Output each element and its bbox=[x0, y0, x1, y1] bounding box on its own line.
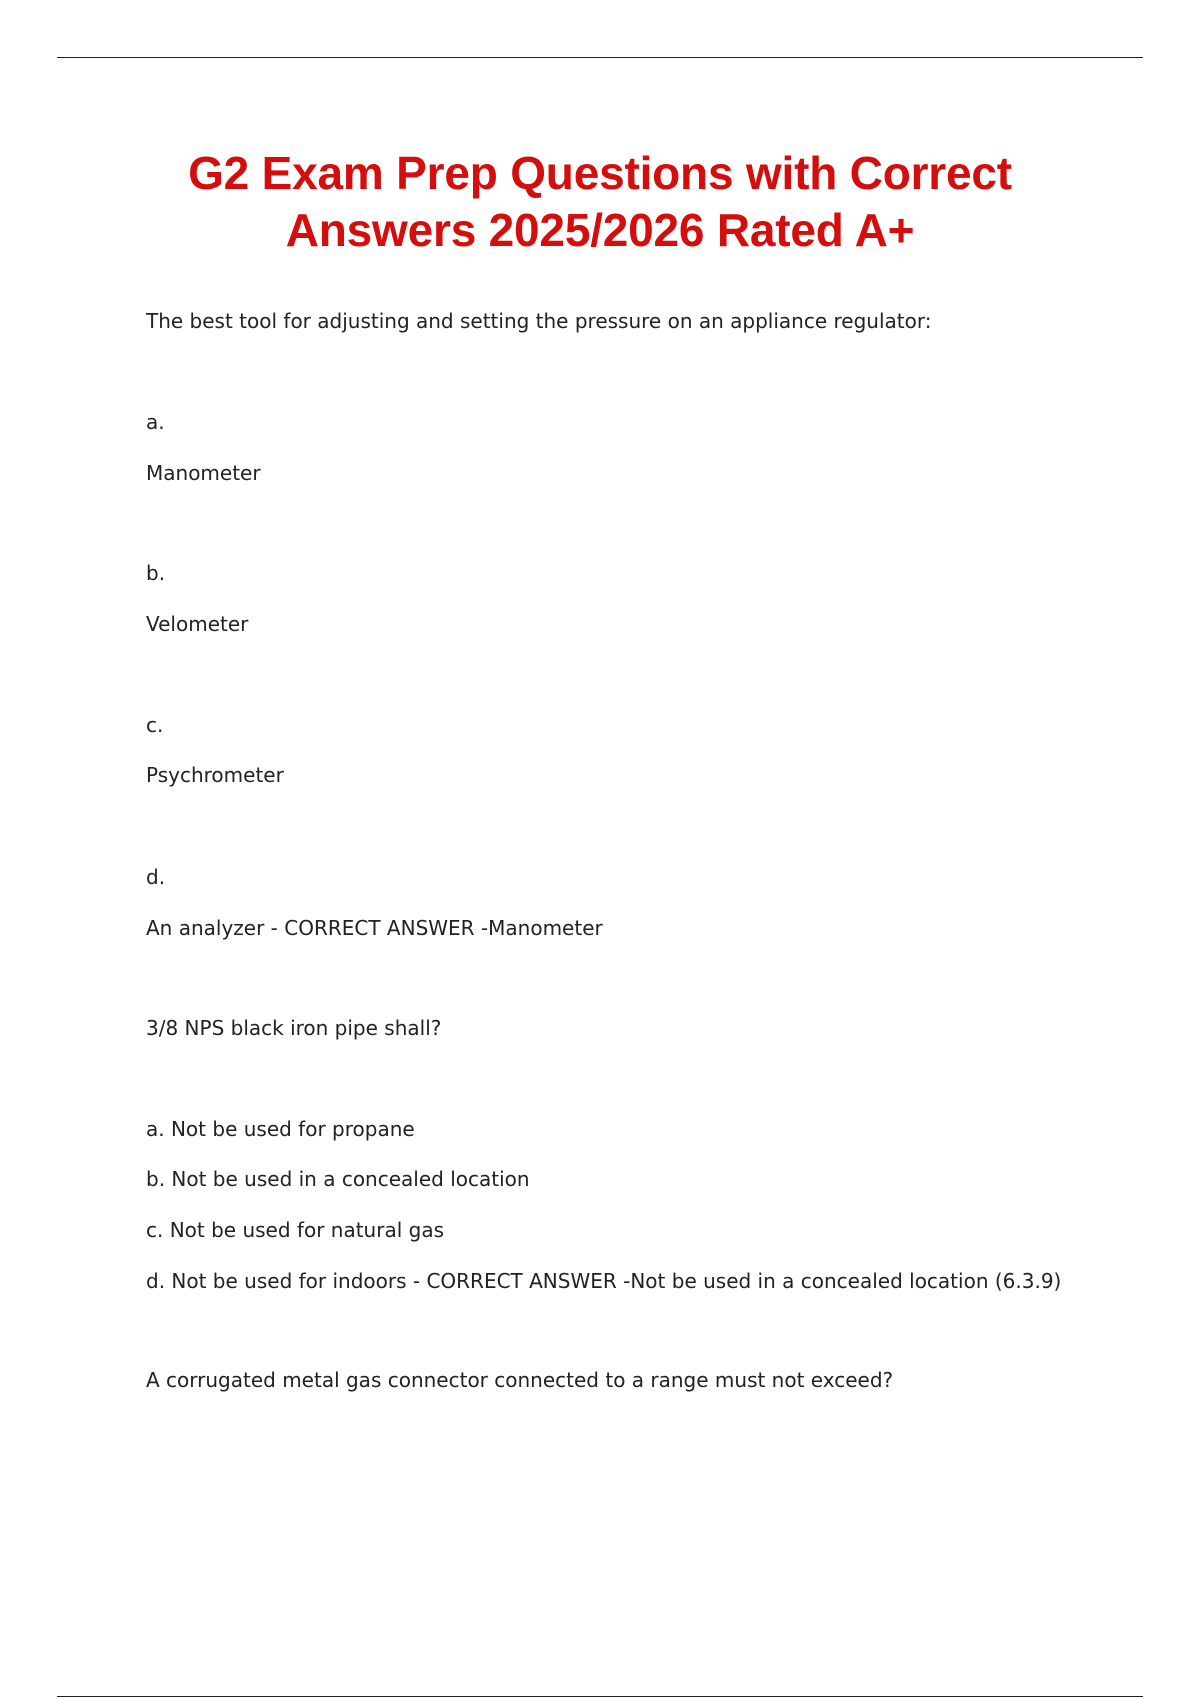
question-2-prompt: 3/8 NPS black iron pipe shall? bbox=[146, 1016, 442, 1040]
question-2-option-c: c. Not be used for natural gas bbox=[146, 1218, 444, 1242]
bottom-rule bbox=[57, 1696, 1143, 1697]
question-1-option-b-label: b. bbox=[146, 561, 166, 585]
question-1-option-b-text: Velometer bbox=[146, 612, 249, 636]
question-2-option-d-answer: d. Not be used for indoors - CORRECT ANSWER -Not be used in a concealed location (6.3.9) bbox=[146, 1269, 1062, 1293]
question-1-option-d-answer: An analyzer - CORRECT ANSWER -Manometer bbox=[146, 916, 603, 940]
question-1-option-c-text: Psychrometer bbox=[146, 763, 284, 787]
question-1-prompt: The best tool for adjusting and setting the pressure on an appliance regulator: bbox=[146, 309, 932, 333]
question-1-option-d-label: d. bbox=[146, 865, 166, 889]
question-3-prompt: A corrugated metal gas connector connected to a range must not exceed? bbox=[146, 1368, 894, 1392]
question-1-option-a-label: a. bbox=[146, 410, 165, 434]
top-rule bbox=[57, 57, 1143, 58]
question-2-option-a: a. Not be used for propane bbox=[146, 1117, 415, 1141]
document-title bbox=[100, 145, 1100, 259]
document-title-line-2: Answers 2025/2026 Rated A+ bbox=[285, 204, 915, 256]
question-1-option-a-text: Manometer bbox=[146, 461, 261, 485]
question-1-option-c-label: c. bbox=[146, 713, 164, 737]
document-title-line-1: G2 Exam Prep Questions with Correct bbox=[188, 147, 1012, 199]
question-2-option-b: b. Not be used in a concealed location bbox=[146, 1167, 530, 1191]
